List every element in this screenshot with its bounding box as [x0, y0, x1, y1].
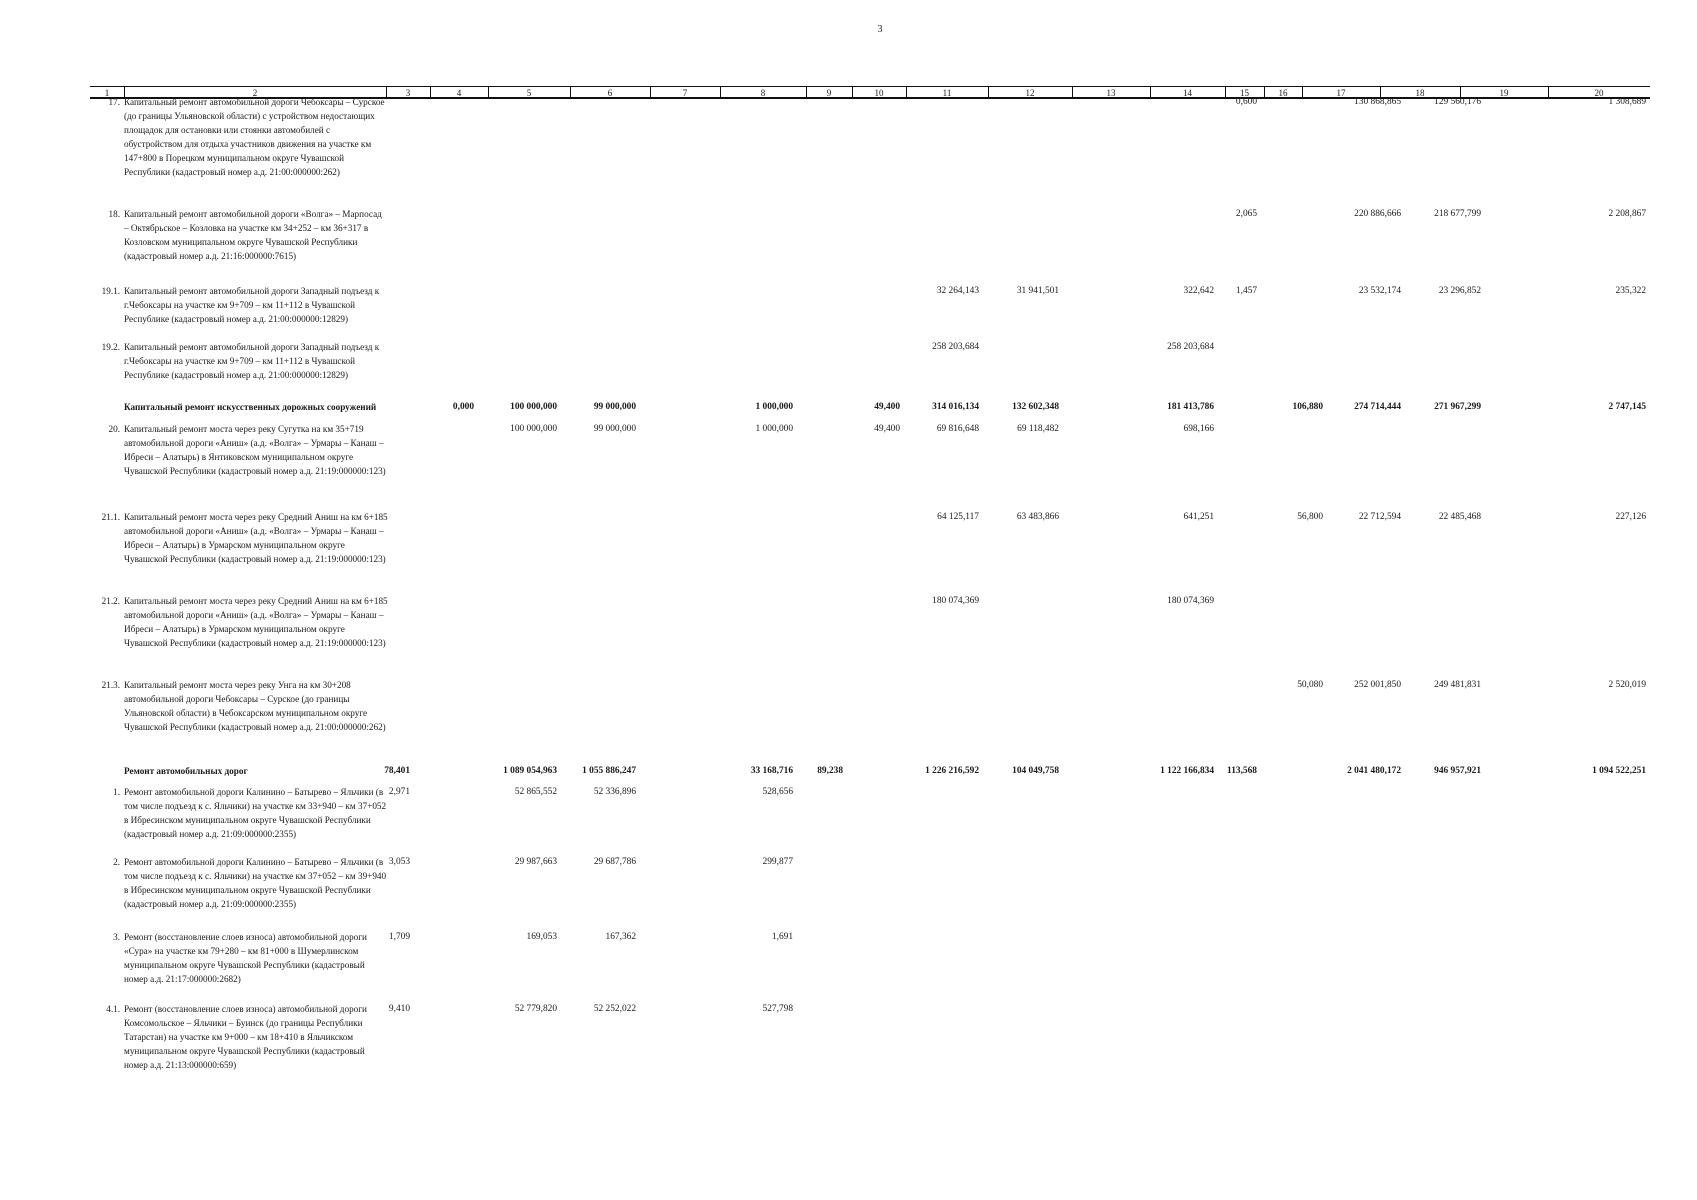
cell-col-18: 249 481,831	[1434, 680, 1481, 690]
cell-col-11: 258 203,684	[932, 342, 979, 352]
header-cell-10: 10	[874, 88, 884, 98]
cell-col-12: 104 049,758	[1012, 766, 1059, 776]
cell-col-5: 100 000,000	[510, 402, 557, 412]
row-number: 3.	[113, 932, 120, 942]
row-number: 21.2.	[101, 596, 120, 606]
header-cell-20: 20	[1594, 88, 1604, 98]
cell-col-15: 1,457	[1235, 286, 1257, 296]
row-number: 19.2.	[101, 342, 120, 352]
cell-col-6: 167,362	[605, 932, 636, 942]
header-cell-17: 17	[1336, 88, 1346, 98]
cell-col-3: 78,401	[384, 766, 410, 776]
cell-col-16: 106,880	[1292, 402, 1323, 412]
row-number: 18.	[108, 209, 120, 219]
header-cell-6: 6	[607, 88, 613, 98]
header-cell-8: 8	[760, 88, 766, 98]
header-cell-1: 1	[104, 88, 110, 98]
cell-col-14: 641,251	[1183, 512, 1214, 522]
cell-col-5: 1 089 054,963	[503, 766, 557, 776]
cell-col-14: 322,642	[1183, 286, 1214, 296]
cell-col-11: 64 125,117	[937, 512, 979, 522]
cell-col-8: 1 000,000	[755, 402, 793, 412]
header-cell-19: 19	[1499, 88, 1509, 98]
cell-col-5: 52 779,820	[514, 1004, 557, 1014]
header-cell-7: 7	[682, 88, 688, 98]
cell-col-12: 69 118,482	[1017, 424, 1059, 434]
cell-col-8: 33 168,716	[750, 766, 793, 776]
header-cell-14: 14	[1183, 88, 1192, 98]
header-cell-4: 4	[456, 88, 462, 98]
cell-col-3: 1,709	[388, 932, 410, 942]
cell-col-17: 130 868,865	[1354, 97, 1401, 107]
row-description: Капитальный ремонт моста через реку Средний Аниш на км 6+185 автомобильной дороги «Аниш» (а.д. «Волга» – Урмары – Канаш – Ибреси – Алатырь) в Урмарском муниципальном округе Чувашской Республики (кадастровый номер а.д. 21:19:000000:123)	[124, 596, 388, 648]
cell-col-18: 129 560,176	[1434, 97, 1481, 107]
cell-col-17: 274 714,444	[1354, 402, 1401, 412]
cell-col-6: 99 000,000	[593, 402, 636, 412]
cell-col-5: 52 865,552	[514, 787, 557, 797]
row-number: 17.	[108, 97, 120, 107]
cell-col-20: 1 094 522,251	[1592, 766, 1646, 776]
cell-col-20: 235,322	[1615, 286, 1646, 296]
cell-col-17: 23 532,174	[1358, 286, 1401, 296]
cell-col-18: 23 296,852	[1438, 286, 1481, 296]
section-heading: Капитальный ремонт искусственных дорожных сооружений	[124, 402, 377, 412]
cell-col-8: 528,656	[762, 787, 793, 797]
cell-col-14: 698,166	[1183, 424, 1214, 434]
cell-col-17: 220 886,666	[1354, 209, 1401, 219]
cell-col-17: 252 001,850	[1354, 680, 1401, 690]
cell-col-8: 1,691	[771, 932, 793, 942]
cell-col-14: 180 074,369	[1167, 596, 1214, 606]
cell-col-20: 2 520,019	[1608, 680, 1646, 690]
header-cell-15: 15	[1240, 88, 1249, 98]
cell-col-16: 56,800	[1297, 512, 1323, 522]
header-cell-11: 11	[942, 88, 952, 98]
row-number: 20.	[108, 424, 120, 434]
row-number: 19.1.	[101, 286, 120, 296]
cell-col-20: 2 208,867	[1608, 209, 1646, 219]
row-number: 2.	[113, 857, 120, 867]
row-description: Капитальный ремонт автомобильной дороги «Волга» – Марпосад – Октябрьское – Козловка на участке км 34+252 – км 36+317 в Козловском муниципальном округе Чувашской Республики (кадастровый номер а.д. 21:16:000000:7615)	[124, 209, 382, 261]
header-cell-3: 3	[405, 88, 411, 98]
cell-col-11: 314 016,134	[932, 402, 979, 412]
cell-col-12: 63 483,866	[1016, 512, 1059, 522]
header-cell-9: 9	[826, 88, 832, 98]
header-top-rule	[90, 86, 1650, 87]
cell-col-11: 69 816,648	[936, 424, 979, 434]
row-description: Капитальный ремонт моста через реку Унга на км 30+208 автомобильной дороги Чебоксары – Сурское (до границы Ульяновской области) в Чебоксарском муниципальном округе Чувашской Республики (кадастровый номер а.д. 21:00:000000:262)	[124, 680, 386, 732]
cell-col-6: 29 687,786	[593, 857, 636, 867]
cell-col-14: 1 122 166,834	[1160, 766, 1214, 776]
cell-col-18: 218 677,799	[1434, 209, 1481, 219]
cell-col-10: 49,400	[874, 424, 900, 434]
cell-col-3: 2,971	[388, 787, 410, 797]
cell-col-3: 3,053	[388, 857, 410, 867]
cell-col-8: 299,877	[762, 857, 793, 867]
cell-col-14: 258 203,684	[1167, 342, 1214, 352]
row-description: Ремонт (восстановление слоев износа) автомобильной дороги «Сура» на участке км 79+280 – км 81+000 в Шумерлинском муниципальном округе Чувашской Республики (кадастровый номер а.д. 21:17:000000:2682)	[124, 932, 367, 984]
row-description: Капитальный ремонт моста через реку Средний Аниш на км 6+185 автомобильной дороги «Аниш» (а.д. «Волга» – Урмары – Канаш – Ибреси – Алатырь) в Урмарском муниципальном округе Чувашской Республики (кадастровый номер а.д. 21:19:000000:123)	[124, 512, 388, 564]
cell-col-10: 49,400	[874, 402, 900, 412]
cell-col-15: 0,600	[1235, 97, 1257, 107]
row-number: 21.1.	[101, 512, 120, 522]
cell-col-20: 227,126	[1615, 512, 1646, 522]
cell-col-20: 2 747,145	[1608, 402, 1646, 412]
cell-col-3: 9,410	[388, 1004, 410, 1014]
header-cell-5: 5	[526, 88, 532, 98]
cell-col-20: 1 308,689	[1608, 97, 1646, 107]
row-description: Капитальный ремонт автомобильной дороги Чебоксары – Сурское (до границы Ульяновской области) с устройством недостающих площадок для остановки или стоянки автомобилей с обустройством для отдыха участников движения на участке км 147+800 в Порецком муниципальном округе Чувашской Республики (кадастровый номер а.д. 21:00:000000:262)	[124, 97, 385, 177]
cell-col-5: 169,053	[526, 932, 557, 942]
page-number: 3	[877, 24, 883, 35]
cell-col-11: 32 264,143	[936, 286, 979, 296]
row-number: 1.	[113, 787, 120, 797]
cell-col-18: 271 967,299	[1434, 402, 1481, 412]
cell-col-11: 180 074,369	[932, 596, 979, 606]
cell-col-15: 2,065	[1235, 209, 1257, 219]
row-description: Капитальный ремонт автомобильной дороги Западный подъезд к г.Чебоксары на участке км 9+709 – км 11+112 в Чувашской Республике (кадастровый номер а.д. 21:00:000000:12829)	[124, 286, 380, 324]
row-description: Ремонт автомобильной дороги Калинино – Батырево – Яльчики (в том числе подъезд к с. Яльчики) на участке км 37+052 – км 39+940 в Ибресинском муниципальном округе Чувашской Республики (кадастровый номер а.д. 21:09:000000:2355)	[124, 857, 387, 909]
row-description: Капитальный ремонт моста через реку Сугутка на км 35+719 автомобильной дороги «Аниш» (а.д. «Волга» – Урмары – Канаш – Ибреси – Алатырь) в Янтиковском муниципальном округе Чувашской Республики (кадастровый номер а.д. 21:19:000000:123)	[124, 424, 386, 476]
cell-col-17: 2 041 480,172	[1347, 766, 1401, 776]
row-number: 4.1.	[106, 1004, 120, 1014]
cell-col-16: 50,080	[1297, 680, 1323, 690]
cell-col-5: 29 987,663	[514, 857, 557, 867]
section-heading: Ремонт автомобильных дорог	[124, 766, 248, 776]
cell-col-12: 132 602,348	[1012, 402, 1059, 412]
cell-col-6: 1 055 886,247	[582, 766, 636, 776]
cell-col-11: 1 226 216,592	[925, 766, 979, 776]
cell-col-9: 89,238	[817, 766, 843, 776]
row-number: 21.3.	[101, 680, 120, 690]
cell-col-6: 52 252,022	[593, 1004, 636, 1014]
cell-col-6: 52 336,896	[593, 787, 636, 797]
cell-col-17: 22 712,594	[1358, 512, 1401, 522]
header-cell-2: 2	[252, 88, 258, 98]
cell-col-12: 31 941,501	[1016, 286, 1059, 296]
cell-col-5: 100 000,000	[510, 424, 557, 434]
header-cell-18: 18	[1415, 88, 1425, 98]
header-cell-16: 16	[1278, 88, 1288, 98]
row-description: Ремонт автомобильной дороги Калинино – Батырево – Яльчики (в том числе подъезд к с. Яльчики) на участке км 33+940 – км 37+052 в Ибресинском муниципальном округе Чувашской Республики (кадастровый номер а.д. 21:09:000000:2355)	[124, 787, 387, 839]
cell-col-14: 181 413,786	[1167, 402, 1214, 412]
row-description: Капитальный ремонт автомобильной дороги Западный подъезд к г.Чебоксары на участке км 9+709 – км 11+112 в Чувашской Республике (кадастровый номер а.д. 21:00:000000:12829)	[124, 342, 380, 380]
cell-col-18: 22 485,468	[1438, 512, 1481, 522]
cell-col-6: 99 000,000	[593, 424, 636, 434]
cell-col-4: 0,000	[452, 402, 474, 412]
row-description: Ремонт (восстановление слоев износа) автомобильной дороги Комсомольское – Яльчики – Буинск (до границы Республики Татарстан) на участке км 9+000 – км 18+410 в Яльчикском муниципальном округе Чувашской Республики (кадастровый номер а.д. 21:13:000000:659)	[124, 1004, 367, 1070]
cell-col-8: 1 000,000	[755, 424, 793, 434]
header-cell-12: 12	[1025, 88, 1035, 98]
cell-col-15: 113,568	[1227, 766, 1257, 776]
cell-col-18: 946 957,921	[1434, 766, 1481, 776]
cell-col-8: 527,798	[762, 1004, 793, 1014]
header-cell-13: 13	[1106, 88, 1116, 98]
